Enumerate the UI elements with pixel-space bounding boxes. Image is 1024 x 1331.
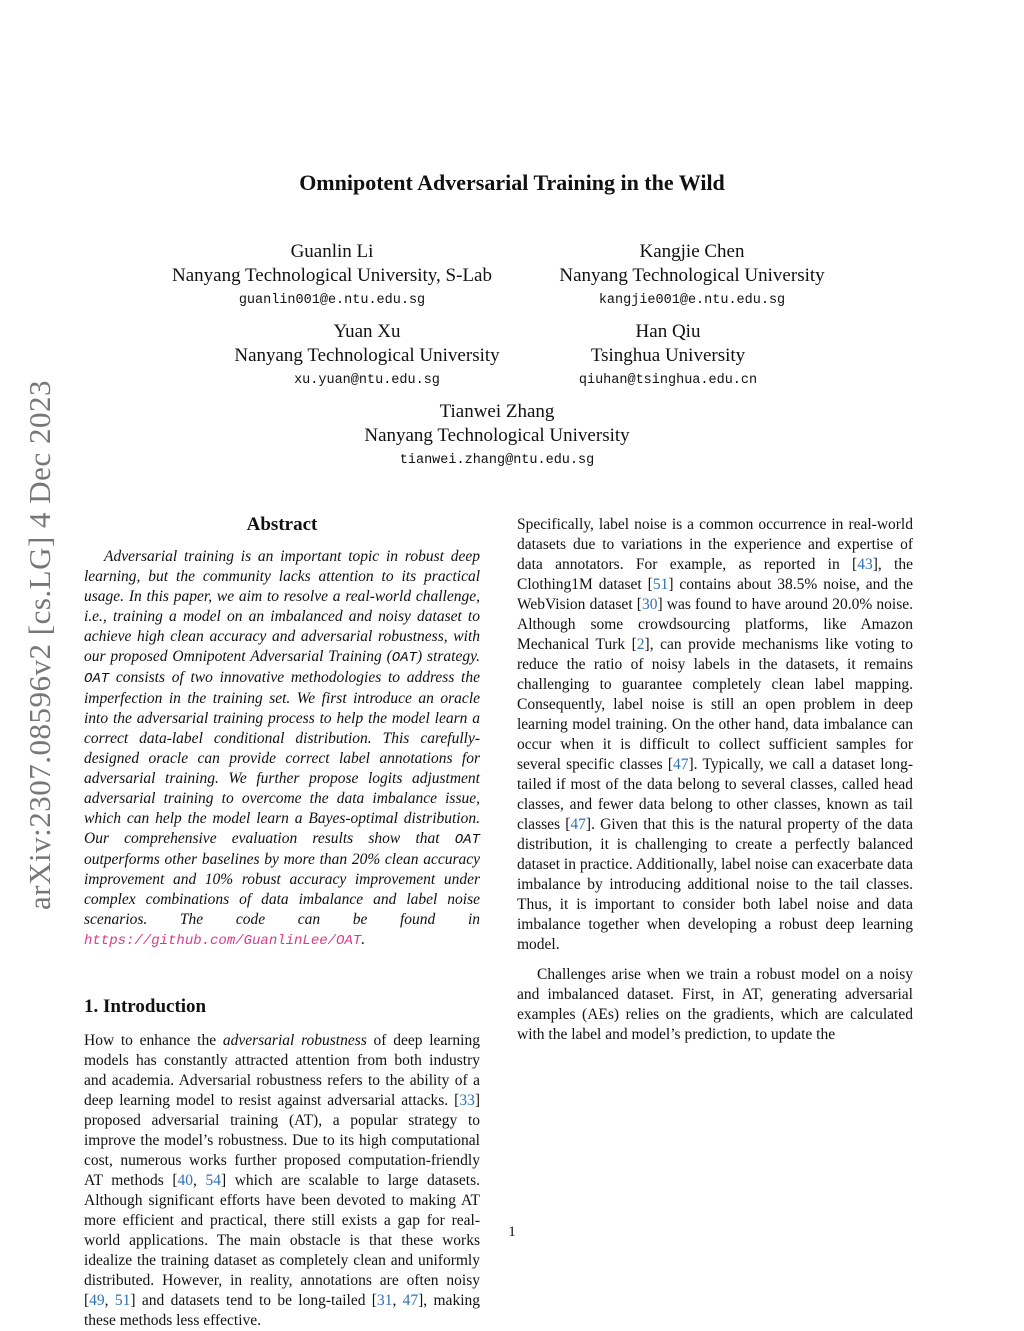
oat-term: OAT <box>84 671 110 687</box>
left-column <box>84 515 480 1331</box>
author-block <box>540 240 844 314</box>
text-run: How to enhance the <box>84 1032 223 1049</box>
text-run: ] which are scalable to large datasets. Although significant efforts have been devoted to making AT more efficient and practical, there still exists a gap for real-world applications. The main obstacle is that these works idealize the training dataset as completely clean and uniformly distributed. However, in reality, annotations are often noisy [ <box>84 1172 480 1309</box>
text-run: ] contains about 38.5% noise, and the WebVision dataset [ <box>517 576 913 613</box>
author-affiliation: Tsinghua University <box>590 345 746 366</box>
text-run: ], making these methods less effective. <box>84 1292 480 1329</box>
citation-link[interactable]: 33 <box>459 1092 475 1109</box>
text-run: ] and datasets tend to be long-tailed [ <box>130 1292 377 1309</box>
author-name: Guanlin Li <box>290 241 374 262</box>
intro-paragraph <box>84 1031 480 1331</box>
author-affiliation: Nanyang Technological University <box>234 345 500 366</box>
citation-link[interactable]: 49 <box>89 1292 105 1309</box>
text-run: , <box>193 1172 206 1189</box>
author-name: Kangjie Chen <box>639 241 745 262</box>
text-run: ]. Typically, we call a dataset long-tailed if most of the data belong to several classes, called head classes, and fewer data belong to other classes, known as tail classes [ <box>517 756 913 833</box>
author-affiliation: Nanyang Technological University <box>364 425 630 446</box>
citation-link[interactable]: 54 <box>205 1172 221 1189</box>
abstract-text-run: Adversarial training is an important topic in robust deep learning, but the community lacks attention to its practical usage. In this paper, we aim to resolve a real-world challenge, i.e., training a model on an imbalanced and noisy dataset to achieve high clean accuracy and adversarial robustness, with our proposed Omnipotent Adversarial Training ( <box>84 548 480 665</box>
citation-link[interactable]: 40 <box>177 1172 194 1189</box>
author-affiliation: Nanyang Technological University <box>559 265 825 286</box>
text-run: , <box>392 1292 403 1309</box>
intro-paragraph <box>517 515 913 955</box>
abstract-text <box>84 547 480 951</box>
emphasis: adversarial robustness <box>222 1032 367 1049</box>
intro-paragraph: Challenges arise when we train a robust model on a noisy and imbalanced dataset. First, in AT, generating adversarial examples (AEs) relies on the gradients, which are calculated with the label and model’s prediction, to update the <box>517 966 913 1043</box>
author-name: Han Qiu <box>635 321 701 342</box>
citation-link[interactable]: 47 <box>673 756 689 773</box>
author-block <box>160 240 504 314</box>
citation-link[interactable]: 2 <box>636 636 645 653</box>
text-run: , <box>104 1292 115 1309</box>
text-run: ]. Given that this is the natural property of the data distribution, it is challenging to create a perfectly balanced dataset in practice. Additionally, label noise can exacerbate data imbalance by introducing additional noise to the tail classes. Thus, it is important to consider both label noise and data imbalance together when developing a robust deep learning model. <box>517 816 914 953</box>
citation-link[interactable]: 31 <box>376 1292 393 1309</box>
abstract-text-run: ) strategy. <box>416 648 480 665</box>
abstract-text-run: outperforms other baselines by more than 20% clean accuracy improvement and 10% robust accuracy improvement under complex combinations of data imbalance and label noise scenarios. The code can be found in <box>84 851 480 928</box>
oat-term: OAT <box>391 650 417 666</box>
paper-title: Omnipotent Adversarial Training in the Wild <box>299 170 725 195</box>
citation-link[interactable]: 43 <box>857 556 873 573</box>
citation-link[interactable]: 47 <box>570 816 586 833</box>
author-email: qiuhan@tsinghua.edu.cn <box>578 373 758 388</box>
right-column <box>517 515 913 1045</box>
author-email: tianwei.zhang@ntu.edu.sg <box>399 453 595 468</box>
text-run: Specifically, label noise is a common occurrence in real-world datasets due to variations in the experience and expertise of data annotators. For example, as reported in [ <box>517 516 913 573</box>
author-email: kangjie001@e.ntu.edu.sg <box>598 293 786 308</box>
author-block <box>548 320 788 394</box>
abstract-heading: Abstract <box>246 514 318 535</box>
text-run: ], the Clothing1M dataset [ <box>517 556 913 593</box>
introduction-heading: 1. Introduction <box>84 996 207 1017</box>
author-name: Tianwei Zhang <box>439 401 555 422</box>
author-email: guanlin001@e.ntu.edu.sg <box>238 293 426 308</box>
author-name: Yuan Xu <box>333 321 401 342</box>
citation-link[interactable]: 30 <box>641 596 658 613</box>
text-run: ], can provide mechanisms like voting to reduce the ratio of noisy labels in the datasets, it remains challenging to guarantee completely clean label mapping. Consequently, label noise is still an open problem in deep learning model training. On the other hand, data imbalance can occur when it is difficult to collect sufficient samples for several specific classes [ <box>517 636 913 773</box>
text-run: ] was found to have around 20.0% noise. Although some crowdsourcing platforms, like Amazon Mechanical Turk [ <box>517 596 913 653</box>
code-repository-link[interactable]: https://github.com/GuanlinLee/OAT <box>84 933 362 949</box>
author-affiliation: Nanyang Technological University, S-Lab <box>171 265 492 286</box>
abstract-text-run: consists of two innovative methodologies to address the imperfection in the training set. We first introduce an oracle into the adversarial training process to help the model learn a correct data-label conditional distribution. This carefully-designed oracle can provide correct label annotations for adversarial training. We further propose logits adjustment adversarial training to overcome the data imbalance issue, which can help the model learn a Bayes-optimal distribution. Our comprehensive evaluation results show that <box>84 669 480 847</box>
arxiv-id: arXiv:2307.08596v2 [cs.LG] 4 Dec 2023 <box>22 380 57 910</box>
arxiv-sidebar-stamp <box>14 350 66 940</box>
text-run: of deep learning models has constantly attracted attention from both industry and academia. Adversarial robustness refers to the ability of a deep learning model to resist against adversarial attacks. [ <box>84 1032 480 1109</box>
citation-link[interactable]: 51 <box>652 576 669 593</box>
oat-term: OAT <box>454 832 480 848</box>
author-block <box>332 400 662 474</box>
text-run: ] proposed adversarial training (AT), a popular strategy to improve the model’s robustness. Due to its high computational cost, numerous works further proposed computation-friendly AT methods [ <box>84 1092 480 1189</box>
author-email: xu.yuan@ntu.edu.sg <box>294 373 440 388</box>
citation-link[interactable]: 51 <box>114 1292 131 1309</box>
page-number: 1 <box>508 1224 516 1240</box>
citation-link[interactable]: 47 <box>402 1292 419 1309</box>
abstract-text-run: . <box>361 931 366 948</box>
author-block <box>202 320 532 394</box>
